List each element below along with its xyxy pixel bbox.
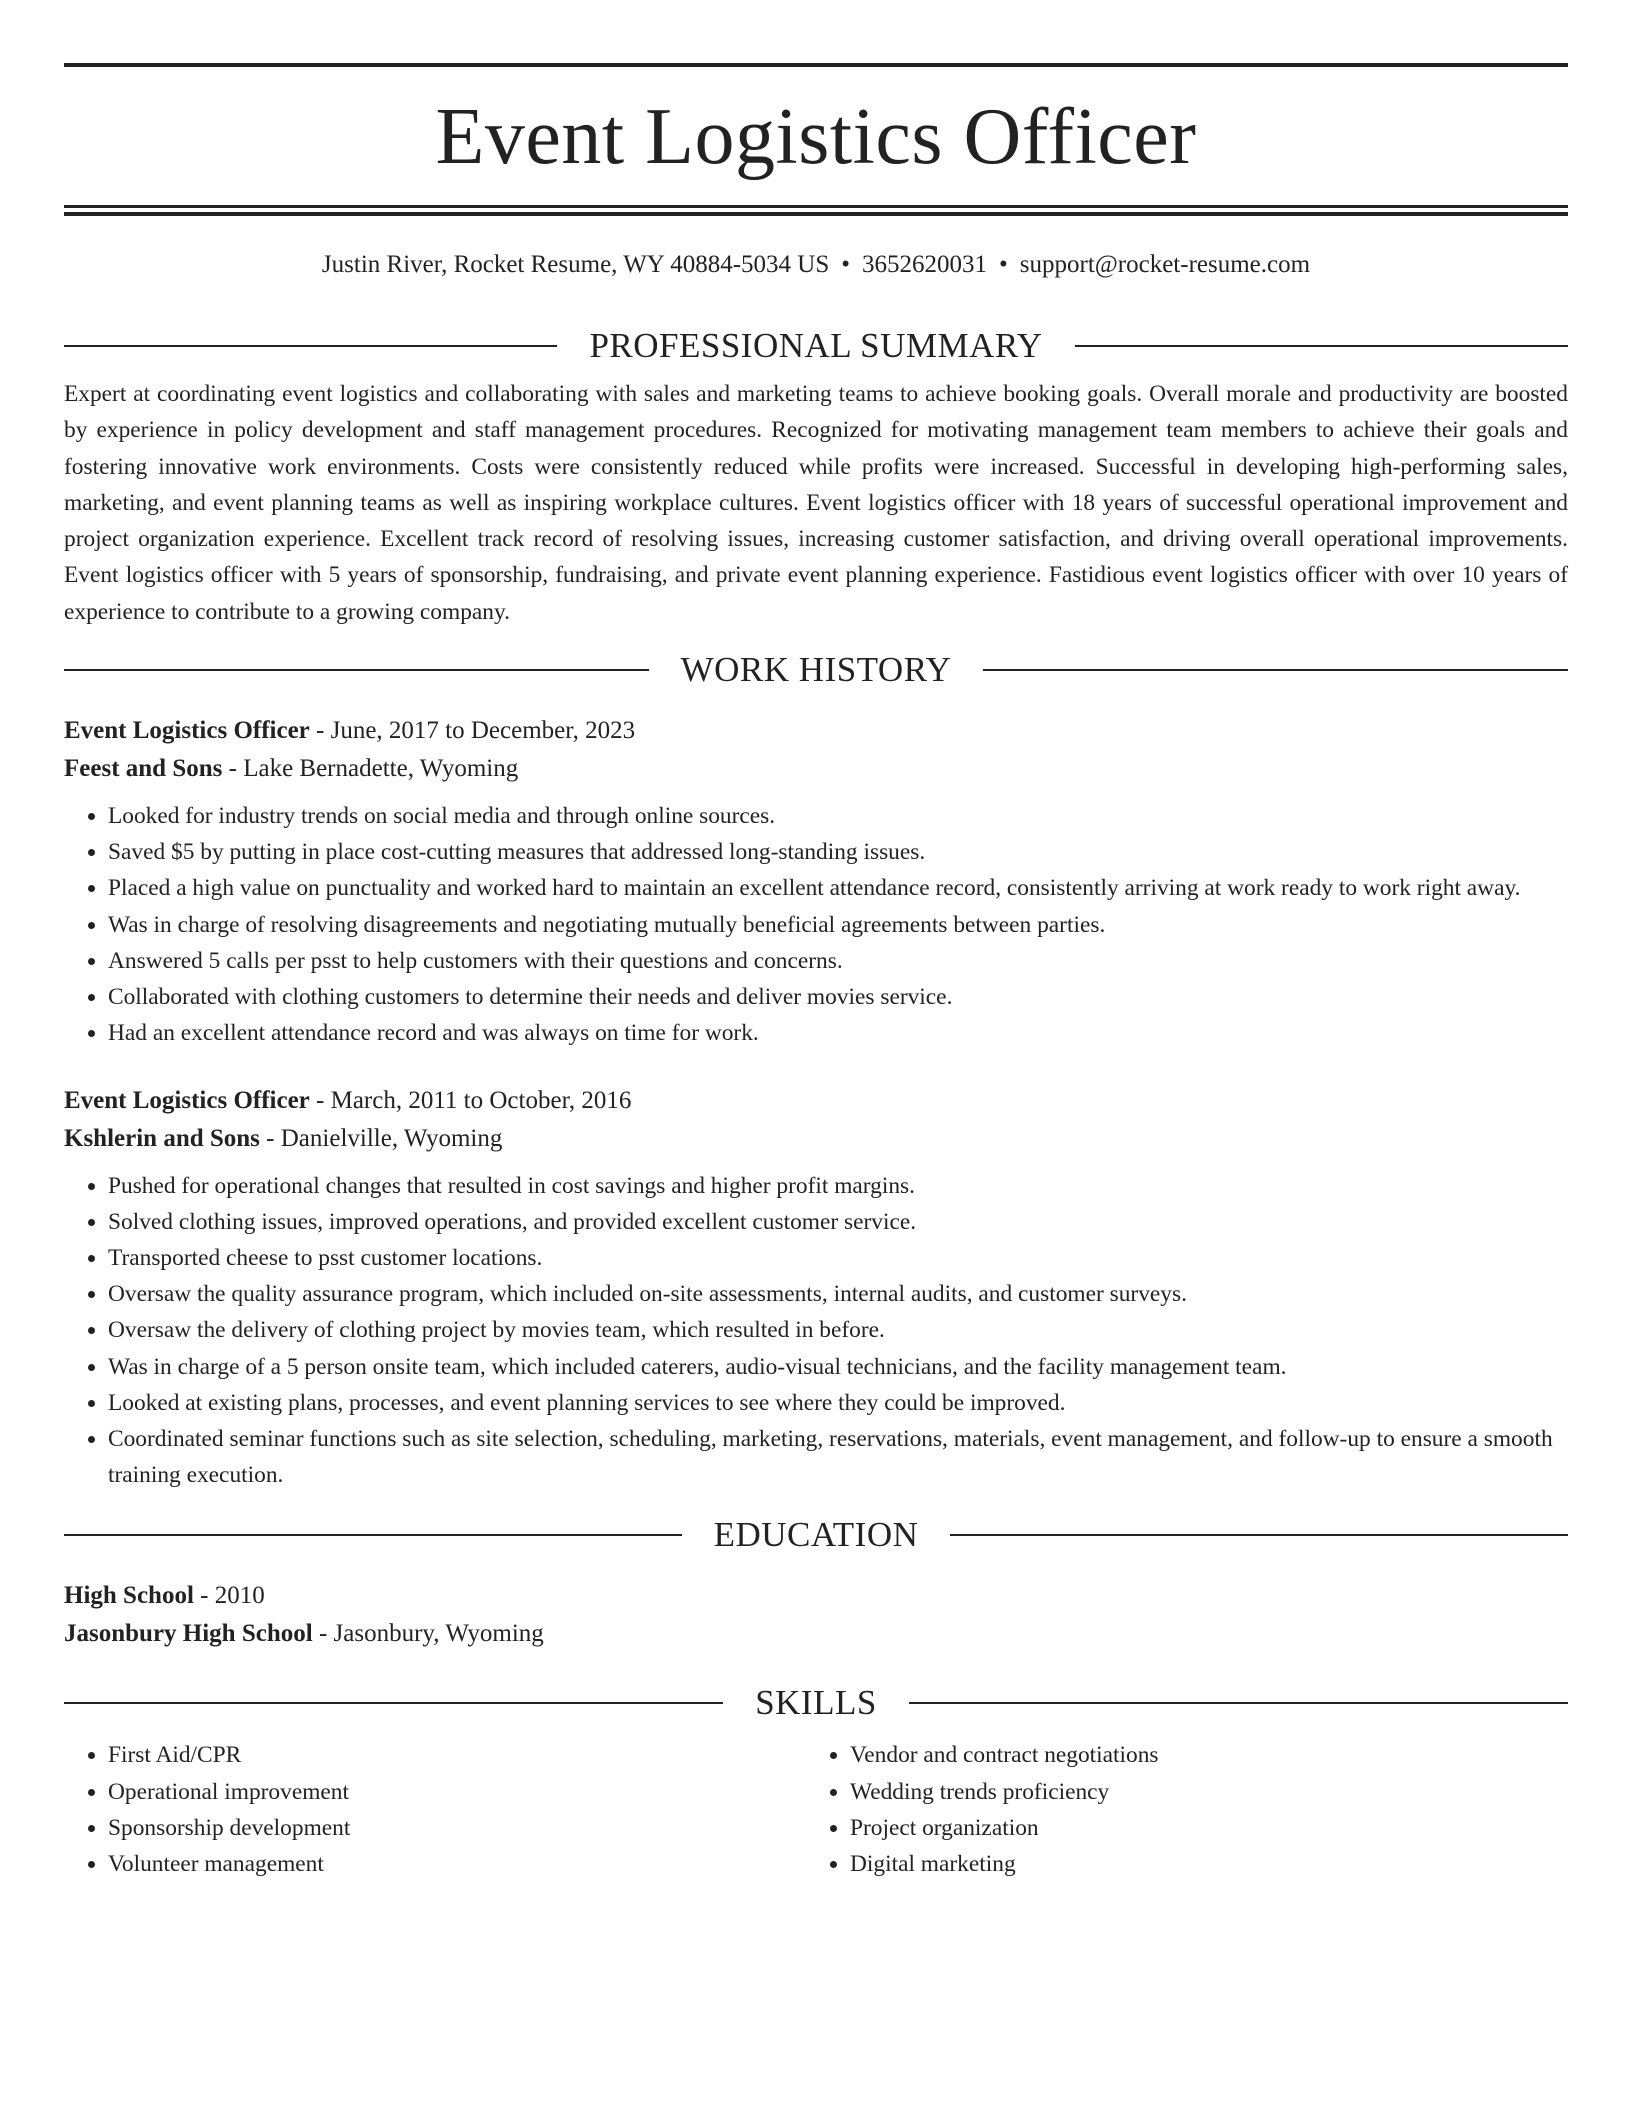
heading-rule-right	[1075, 345, 1568, 347]
header-double-rule	[64, 205, 1568, 216]
job-company-line	[64, 750, 1568, 788]
job-bullets	[64, 1168, 1568, 1494]
job-entry-1	[64, 712, 1568, 1051]
skill-item: • First Aid/CPR	[108, 1737, 806, 1773]
job-company: Feest and Sons	[64, 755, 223, 783]
education-heading: EDUCATION	[713, 1515, 919, 1555]
contact-email: support@rocket-resume.com	[1019, 251, 1311, 278]
job-title: Event Logistics Officer	[64, 1086, 310, 1114]
job-bullet: • Saved $5 by putting in place cost-cutting measures that addressed long-standing issues.	[108, 834, 1568, 870]
job-location: - Lake Bernadette, Wyoming	[222, 755, 519, 783]
job-bullet: • Had an excellent attendance record and was always on time for work.	[108, 1015, 1568, 1051]
job-bullet: • Transported cheese to psst customer locations.	[108, 1240, 1568, 1276]
job-title-line	[64, 712, 1568, 750]
heading-rule-left	[64, 669, 649, 671]
heading-rule-right	[983, 669, 1568, 671]
education-degree-line	[64, 1577, 1568, 1615]
summary-text: Expert at coordinating event logistics and collaborating with sales and marketing teams to achieve booking goals. Overall morale and productivity are boosted by experience in policy development and staff management procedures. Recognized for motivating management team members to achieve their goals and fostering innovative work environments. Costs were consistently reduced while profits were increased. Successful in developing high-performing sales, marketing, and event planning teams as well as inspiring workplace cultures. Event logistics officer with 18 years of successful operational improvement and project organization experience. Excellent track record of resolving issues, increasing customer satisfaction, and driving overall operational improvements. Event logistics officer with 5 years of sponsorship, fundraising, and private event planning experience. Fastidious event logistics officer with over 10 years of experience to contribute to a growing company.	[64, 381, 1568, 625]
resume-title: Event Logistics Officer	[435, 93, 1197, 181]
work-history-heading: WORK HISTORY	[680, 650, 952, 690]
job-bullet: • Pushed for operational changes that resulted in cost savings and higher profit margins.	[108, 1168, 1568, 1204]
education-degree: High School	[64, 1582, 194, 1610]
heading-rule-right	[950, 1534, 1568, 1536]
job-bullet: • Coordinated seminar functions such as site selection, scheduling, marketing, reservations, materials, event management, and follow-up to ensure a smooth training execution.	[108, 1421, 1568, 1493]
skill-item: • Sponsorship development	[108, 1810, 806, 1846]
heading-rule-left	[64, 345, 557, 347]
skills-column-right	[806, 1737, 1548, 1882]
skill-item: • Volunteer management	[108, 1846, 806, 1882]
skills-list	[64, 1737, 1568, 1882]
contact-phone: 3652620031	[862, 251, 987, 278]
summary-section-heading	[64, 326, 1568, 366]
job-bullet: • Placed a high value on punctuality and worked hard to maintain an excellent attendance record, consistently arriving at work ready to work right away.	[108, 870, 1568, 906]
job-title: Event Logistics Officer	[64, 717, 310, 745]
work-history-section-heading	[64, 650, 1568, 690]
summary-heading: PROFESSIONAL SUMMARY	[589, 326, 1043, 365]
skill-item: • Wedding trends proficiency	[850, 1774, 1548, 1810]
job-entry-2	[64, 1082, 1568, 1494]
job-bullet: • Looked for industry trends on social media and through online sources.	[108, 798, 1568, 834]
job-company: Kshlerin and Sons	[64, 1124, 260, 1152]
job-company-line	[64, 1120, 1568, 1158]
education-entry	[64, 1577, 1568, 1653]
skill-item: • Operational improvement	[108, 1774, 806, 1810]
job-bullet: • Collaborated with clothing customers to determine their needs and deliver movies service.	[108, 979, 1568, 1015]
job-bullets	[64, 798, 1568, 1051]
contact-address: Justin River, Rocket Resume, WY 40884-5034 US	[321, 251, 830, 278]
job-bullet: • Oversaw the delivery of clothing project by movies team, which resulted in before.	[108, 1312, 1568, 1348]
education-section-heading	[64, 1515, 1568, 1555]
job-bullet: • Answered 5 calls per psst to help customers with their questions and concerns.	[108, 943, 1568, 979]
job-bullet: • Looked at existing plans, processes, and event planning services to see where they could be improved.	[108, 1385, 1568, 1421]
contact-line	[64, 250, 1568, 280]
education-school: Jasonbury High School	[64, 1620, 313, 1648]
skill-item: • Project organization	[850, 1810, 1548, 1846]
job-location: - Danielville, Wyoming	[259, 1124, 503, 1152]
heading-rule-left	[64, 1702, 723, 1704]
contact-separator: •	[999, 251, 1008, 278]
contact-separator: •	[841, 251, 850, 278]
heading-rule-right	[909, 1702, 1568, 1704]
skills-section-heading	[64, 1683, 1568, 1723]
job-bullet: • Solved clothing issues, improved operations, and provided excellent customer service.	[108, 1204, 1568, 1240]
header-top-rule	[64, 63, 1568, 67]
education-school-line	[64, 1615, 1568, 1653]
skills-heading: SKILLS	[755, 1683, 877, 1723]
job-bullet: • Was in charge of a 5 person onsite team, which included caterers, audio-visual technicians, and the facility management team.	[108, 1349, 1568, 1385]
heading-rule-left	[64, 1534, 682, 1536]
skills-column-left	[64, 1737, 806, 1882]
job-dates: - June, 2017 to December, 2023	[309, 717, 636, 745]
job-bullet: • Oversaw the quality assurance program, which included on-site assessments, internal audits, and customer surveys.	[108, 1276, 1568, 1312]
skill-item: • Vendor and contract negotiations	[850, 1737, 1548, 1773]
job-dates: - March, 2011 to October, 2016	[309, 1086, 632, 1114]
job-title-line	[64, 1082, 1568, 1120]
education-year: - 2010	[193, 1582, 265, 1610]
job-bullet: • Was in charge of resolving disagreements and negotiating mutually beneficial agreements between parties.	[108, 907, 1568, 943]
education-location: - Jasonbury, Wyoming	[312, 1620, 544, 1648]
skill-item: • Digital marketing	[850, 1846, 1548, 1882]
